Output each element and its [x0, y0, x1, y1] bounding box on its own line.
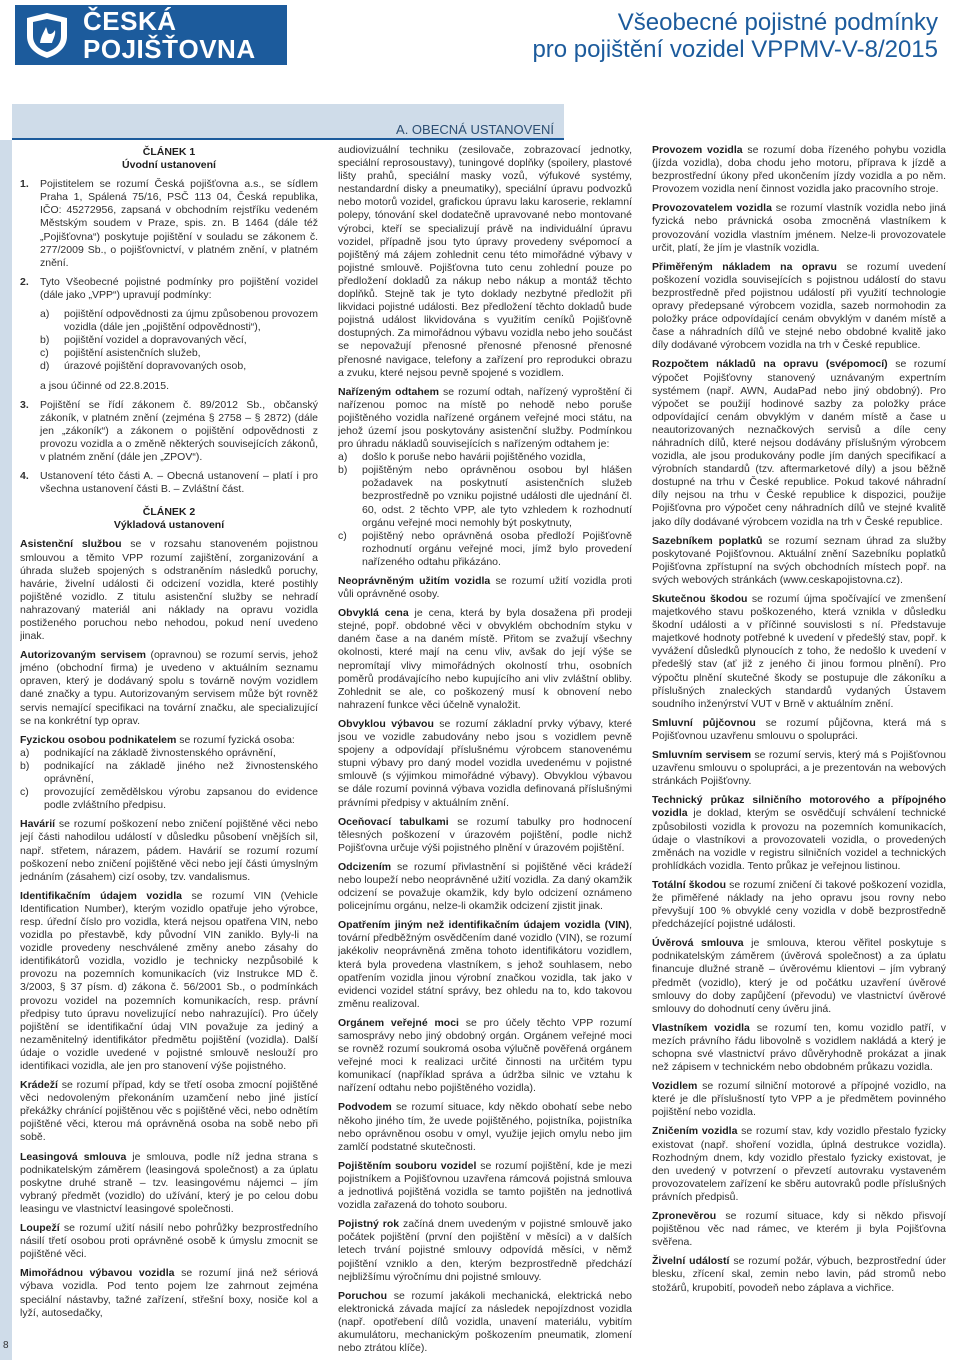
definition [338, 861, 632, 913]
definition-text: je doklad, kterým se osvědčují schválení technické způsobilosti vozidla k provozu na pozemních komunikacích, údaje o vlastníkovi a provozovateli vozidla, o provedených změnách na vozidle v registru silničních vozidel a technických prohlídkách vozidla. Tento průkaz je veřejnou listinou. [652, 807, 946, 872]
sub-item [338, 464, 632, 529]
sub-list [40, 308, 318, 373]
item-number: 4. [20, 470, 29, 483]
definition-text: se rozumí případ, kdy se třetí osoba zmocní pojištěné věci nedovoleným překonáním uzamčení nebo jiné jistící překážky chránící pojištěnou věc s pojištěné věci, nebo odnětím pojištěné věci, kterou má oprávněná osoba na sobě nebo při sobě. [20, 1079, 318, 1144]
sub-item [40, 360, 318, 373]
definition-text: je smlouva, podle níž jedna strana s podnikatelským záměrem (leasingová společnost) a za úplatu poskytne druhé straně – tzv. leasingovému nájemci – jím vybraný předmět (vozidlo) do užívání, který je po celou dobu leasingu ve vlastnictví leasingové společnosti. [20, 1150, 318, 1215]
sub-text: pojištění odpovědnosti za újmu způsobenou provozem vozidla (dále jen „pojištění odpovědnosti“), [64, 308, 318, 334]
definition-term: Poruchou [338, 1289, 387, 1302]
definition [20, 734, 318, 747]
definition [20, 890, 318, 1073]
definition [20, 649, 318, 728]
sub-item [338, 530, 632, 569]
numbered-item [20, 399, 318, 464]
definition-term: Živelní událostí [652, 1255, 730, 1268]
definition-term: Přiměřeným nákladem na opravu [652, 260, 837, 273]
definition-text: se v rozsahu stanoveném pojistnou smlouvou a těmito VPP rozumí zajištění, zorganizování a úhrada služeb spojených s odstraněním následků poruchy, havárie, živelní události či odcizení vozidla, které postihly pojištěné vozidlo. Z titulu asistenční služby se nehradí nahrazovaný materiál ani náklady na opravu vozidla postiženého poruchou nebo nehodou, pokud není uvedeno jinak. [20, 538, 318, 643]
definition-text: se rozumí jakákoli mechanická, elektrická nebo elektronická závada mající za následek nepojízdnost vozidla (např. opotřebení dílů vozidla, unavení materiálu, vybitím akumulátoru, mechanickým poškozením pneumatik, zlomení nebo ztrátou klíče). [338, 1289, 632, 1355]
effective-date: a jsou účinné od 22.8.2015. [40, 379, 170, 392]
numbered-item [20, 470, 318, 496]
section-label: A. OBECNÁ USTANOVENÍ [396, 122, 554, 137]
sub-item [40, 347, 318, 360]
definition [652, 1210, 946, 1249]
definition [338, 1017, 632, 1096]
definition [20, 1151, 318, 1216]
sub-text: pojištění vozidel a dopravovaných věcí, [64, 334, 247, 347]
section-divider [12, 138, 564, 140]
sub-text: podnikající na základě jiného než živnostenského oprávnění, [44, 759, 318, 786]
definition-term: Autorizovaným servisem [20, 649, 146, 662]
definition [652, 794, 946, 873]
definition-term: Obvyklá cena [338, 607, 409, 620]
definition-term: Orgánem veřejné moci [338, 1016, 459, 1029]
definition [652, 535, 946, 587]
definition [20, 1222, 318, 1261]
company-logo [15, 5, 287, 65]
lion-shield-icon [22, 10, 72, 60]
definition-term: Neoprávněným užitím vozidla [338, 575, 491, 587]
definition-text: se rozumí ten, komu vozidlo patří, v mezích právního řádu libovolně s vozidlem nakládá a který je schopna své vlastnictví právo důvěryhodně prokázat a jinak než zápisem v technickém nebo obdobném průkazu vozidla. [652, 1021, 946, 1074]
definition [338, 919, 632, 1011]
document-title-line1: Všeobecné pojistné podmínky [617, 9, 938, 36]
sub-letter: c) [20, 786, 29, 799]
definition-text: se rozumí situace, kdy někdo obohatí sebe nebo někoho jiného tím, že uvede pojištěného, pojistníka, pojistníka nebo oprávněnou osobu v omyl, využije jejich omylu nebo jim zamlčí podstatné skutečnosti. [338, 1101, 632, 1153]
sub-text: podnikající na základě živnostenského oprávnění, [44, 746, 276, 759]
definition-term: Zpronevěrou [652, 1210, 717, 1223]
definition [338, 1290, 632, 1355]
article-2-heading: ČLÁNEK 2 [142, 506, 196, 519]
definition-text: se rozumí užití vozidla proti vůli oprávněné osoby. [338, 575, 632, 601]
definition-term: Opatřením jiným než identifikačním údajem vozidla (VIN) [338, 919, 630, 932]
article-1-heading: ČLÁNEK 1 [142, 146, 196, 158]
definition [652, 749, 946, 788]
item-number: 1. [20, 178, 29, 191]
definition-term: Pojištěním souboru vozidel [338, 1159, 477, 1172]
sub-letter: a) [40, 308, 50, 321]
definition-text: se rozumí tabulky pro hodnocení tělesných poškození v úrazovém pojištění, podle nichž Pojišťovna určuje výši pojistného plnění v úrazovém pojištění. [338, 815, 632, 854]
definition [652, 1255, 946, 1294]
sub-item [20, 760, 318, 786]
text-column-3 [652, 144, 946, 1356]
definition [338, 607, 632, 712]
definition-term: Loupeží [20, 1222, 60, 1235]
definition-text: se rozumí doba řízeného pohybu vozidla (jízda vozidla), doba chodu jeho motoru, příprava k jízdě a bezprostřední úkony před ukončením jízdy vozidla a po něm. Provozem vozidla není činnost vozidla jako pracovního stroje. [652, 144, 946, 196]
definition-text: se rozumí půjčovna, která má s Pojišťovnou uzavřenu smlouvu o spolupráci. [652, 716, 946, 742]
definition-term: Provozem vozidla [652, 144, 743, 156]
definition-term: Asistenční službou [20, 538, 122, 551]
definition-term: Fyzickou osobou podnikatelem [20, 733, 177, 746]
sub-list [338, 451, 632, 569]
sub-text: pojištěný nebo oprávněná osoba předloží Pojišťovně rozhodnutí orgánu veřejné moci, jímž bylo provedení nařízeného odtahu přikázáno. [362, 529, 632, 568]
definition-term: Identifikačním údajem vozidla [20, 889, 182, 902]
definition [20, 1079, 318, 1144]
sub-text: provozující zemědělskou výrobu zapsanou do evidence podle zvláštního předpisu. [44, 786, 318, 812]
definition-continuation: audiovizuální techniku (zesilovače, zobrazovací jednotky, speciální reprosoustavy), tuningové doplňky (spoilery, plastové lišty prahů, speciální masky vozů, výfukové systémy, nestandardní disky a pneumatiky), speciální úpravu podvozků nebo motorů vozidel, grafickou úpravu laku karoserie, reklamní polepy, tónování skel dodatečně upravované nebo montované výrobci, kteří se specializují právě na individuální úpravu vozidel, případně jsou tyto úpravy provedeny svépomocí a pojištěný má zájem zohlednit cenu této mimořádné výbavy v pojistné smlouvě. Pojišťovna tuto cenu zohlední pouze po předložení dokladů za nákup nebo nákup a montáž těchto doplňků. Stejně tak je tyto doklady nezbytné předložit při likvidaci pojistné události. Bez předložení těchto dokladů bude pojistná událost likvidována s využitím ceníků Pojišťovně dostupných. Za mimořádnou výbavu vozidla nebo jeho součást se nepovažují přenosné přenosné přenosné přenosné přenosné navigace, telefony a zařízení pro reprodukci obrazu a zvuku, které nejsou pevně spojené s vozidlem. [338, 144, 632, 379]
definition-text: , tovární předběžným osvědčením dané vozidlo (VIN), se rozumí jakékoliv neoprávněná změna tohoto identifikátoru vozidlem, která byla provedena vlastníkem, s jehož souhlasem, nebo opatřením vozidla jinou výrobní značkou vozidla, tak jako v evidenci vozidel státní správy, bez ohledu na to, kdo takovou změnu realizoval. [338, 919, 632, 1010]
definition [338, 1160, 632, 1212]
sub-text: pojištěným nebo oprávněnou osobou byl hlášen požadavek na poskytnutí asistenčních služeb bezprostředně po vzniku pojistné události dle ujednání čl. 60, odst. 2 těchto VPP, ale tyto vzhledem k rozhodnutí orgánu veřejné moci nemohly být poskytnuty, [362, 464, 632, 529]
definition [652, 717, 946, 743]
item-text: Tyto Všeobecné pojistné podmínky pro pojištění vozidel (dále jako „VPP“) upravují podmínky: [40, 275, 318, 301]
definition [652, 202, 946, 254]
definition [652, 358, 946, 528]
definition-term: Krádeží [20, 1079, 58, 1092]
definition-text: se rozumí pojištění, kde je mezi pojistníkem a Pojišťovnou uzavřena rámcová pojistná smlouva a jednotlivá pojištěná vozidla se tamto pojištěn na jednotlivá vozidla zařazená do tohoto souboru. [338, 1159, 632, 1212]
definition-text: se rozumí výpočet Pojišťovny stanovený uznávaným expertním systémem (např. AWN, AudaPad nebo jiný obdobný). Pro výpočet se použijí hodinové sazby za položky práce odpovídající cenám obvyklým v daném místě a čase u neautorizovaných neznačkových servisů a díle ceny náhradních dílů, které nejsou dodávány příslušným výrobcem vozidla, ale jsou produkovány podle jím daných specifikací a výrobních standardů (tzv. aftermarketové díly) a jsou běžně dostupné na trhu v České republice. Pokud takové náhradní díly nejsou na trhu v České republice k dispozici, použije Pojišťovna pro výpočet ceny náhradních dílů ve stejné kvalitě jako díly dodávané výrobcem vozidla na trh v České republice. [652, 358, 946, 528]
definition [338, 1218, 632, 1283]
definition-term: Havárií [20, 818, 56, 831]
definition-text: se rozumí základní prvky výbavy, které jsou ve vozidle zabudovány nebo jsou s vozidlem pevně spojeny a odpovídají příslušnému výrobcem stanovenému stupni výbavy pro daný model vozidla uvedenému v pojistné smlouvě (s výjimkou mimořádné výbavy). Obvyklou výbavou se dále rozumí povinná výbava vozidla definovaná příslušnými právními předpisy v aktuálním znění. [338, 717, 632, 809]
definition [652, 1125, 946, 1204]
logo-text-line2: POJIŠŤOVNA [83, 34, 256, 64]
item-number: 2. [20, 275, 29, 288]
definition [338, 575, 632, 601]
definition-text: se rozumí požár, výbuch, bezprostřední úder blesku, zřícení skal, zemin nebo lavin, pád stromů nebo stožárů, krupobití, povodeň nebo záplava a vichřice. [652, 1255, 946, 1294]
definition-text: začíná dnem uvedeným v pojistné smlouvě jako počátek pojištění (první den pojištění v měsíci) a v dalších letech trvání pojistné smlouvy odpovídá měsíci, v němž pojištění vzniklo a den, kterým bezprostředně předchází nejbližšímu výročnímu dni pojistné smlouvy. [338, 1218, 632, 1283]
sub-letter: b) [40, 334, 50, 347]
definition-text: (opravnou) se rozumí servis, jehož jméno (obchodní firma) je uvedeno v aktuálním seznamu opraven, který je dodávaný spolu s továrně novým vozidlem dané značky a typu. Autorizovaným servisem může být rovněž servis nemající specifikaci na tovární značku, ale specializující se na konkrétní typ oprav. [20, 649, 318, 727]
sub-item [338, 451, 632, 464]
sub-letter: c) [338, 529, 347, 542]
sub-letter: b) [338, 464, 348, 477]
definition-term: Sazebníkem poplatků [652, 534, 763, 547]
definition-text: se rozumí servis, který má s Pojišťovnou uzavřenu smlouvu o spolupráci, a je prezentován na webových stránkách Pojišťovny. [652, 749, 946, 788]
definition-text: je smlouva, kterou věřitel poskytuje s podnikatelským záměrem (úvěrová společnost) a za úplatu financuje dlužné straně – úvěrovému klientovi – jím vybraný předmět (vozidlo), který je od počátku uzavření úvěrové smlouvy do doby zapůjčení (převodu) ve vlastnictví úvěrové smlouvy do dohodnutí ceny úvěru jiná. [652, 937, 946, 1015]
definition-text: se rozumí silniční motorové a přípojné vozidlo, na které je dle příslušností tyto VPP a je předmětem povinného pojištění nebo vozidla. [652, 1080, 946, 1119]
item-text: Ustanovení této části A. – Obecná ustanovení – platí i pro všechna ustanovení části B. – Zvláštní část. [40, 470, 318, 496]
definition-text: se rozumí seznam úhrad za služby poskytované Pojišťovnou. Aktuální znění Sazebníku poplatků Pojišťovna zpřístupní na svých obchodních místech popř. na svých webových stránkách (www.ceskapojistovna.cz). [652, 534, 946, 586]
definition-term: Podvodem [338, 1101, 392, 1114]
definition-term: Skutečnou škodou [652, 593, 748, 605]
section-banner [12, 104, 564, 140]
sub-letter: b) [20, 759, 30, 772]
sub-item [20, 786, 318, 812]
definition [652, 261, 946, 353]
definition [338, 386, 632, 451]
definition-text: se rozumí VIN (Vehicle Identification Number), kterým vozidlo opatřuje jeho výrobce, resp. úřední číslo pro vozidla, která nejsou opatřena VIN, nebo vozidla po přestavbě, kdy původní VIN zaniklo. Byly-li na vozidle provedeny neschválené změny anebo zásahy do identifikátorů vozidla, vozidlo je technicky nezpůsobilé k provozu na pozemních komunikacích (viz Instrukce MD č. 3/2003, § 37 písm. d) zákona č. 56/2001 Sb., o podmínkách provozu vozidel na pozemních komunikacích, resp. právní předpisy tuto úpravu novelizující nebo nahrazující). Pro účely pojištění se identifikační údaj VIN považuje za jediný a nezaměnitelný identifikátor předmětu pojištění (vozidla). Další údaje o vozidle uvedené v pojistné smlouvě neslouží pro identifikaci vozidla, ale jen pro stanovení výše pojistného. [20, 889, 318, 1072]
definition [652, 144, 946, 196]
definition-text: se rozumí odtah, nařízený vyproštění či nařízenou pomoc na místě po nehodě nebo poruše pojištěného vozidla nařízené orgánem veřejné moci státu, na jehož území jsou poskytovány asistenční služby. Podmínkou pro úhradu nákladů souvisejících s nařízeným odtahem je: [338, 385, 632, 451]
definition-text: se rozumí situace, kdy si někdo přisvojí pojištěnou věc nad rámec, ve kterém ji byla Pojišťovna svěřena. [652, 1210, 946, 1249]
definition-text: se rozumí fyzická osoba: [176, 733, 295, 746]
sub-text: došlo k poruše nebo havárii pojištěného vozidla, [362, 451, 586, 464]
item-text: Pojistitelem se rozumí Česká pojišťovna a.s., se sídlem Praha 1, Spálená 75/16, PSČ 113 04, Česká republika, IČO: 45272956, zapsaná v obchodním rejstříku vedeném Městským soudem v Praze, spis. zn. B 1464 (dále též „Pojišťovna“) poskytuje pojištění v souladu se zákonem č. 277/2009 Sb., o pojišťovnictví, v platném znění, v platném znění. [40, 178, 318, 269]
document-title-line2: pro pojištění vozidel VPPMV-V-8/2015 [532, 36, 938, 63]
definition-term: Odcizením [338, 860, 392, 873]
sub-text: úrazové pojištění dopravovaných osob, [64, 360, 247, 373]
item-number: 3. [20, 398, 29, 411]
article-1-title: Úvodní ustanovení [122, 159, 216, 172]
definition [338, 816, 632, 855]
definition-text: se rozumí přivlastnění si pojištěné věci krádeží nebo loupeží nebo neoprávněné užití vozidla. Za daný okamžik odcizení se považuje okamžik, kdy bylo odcizení oznámeno policejnímu orgánu, nelze-li okamžik odcizení zjistit jinak. [338, 860, 632, 913]
sub-item [40, 308, 318, 334]
definition-term: Oceňovací tabulkami [338, 815, 449, 828]
article-2-title: Výkladová ustanovení [113, 519, 225, 532]
definition-term: Totální škodou [652, 878, 727, 891]
definition-term: Provozovatelem vozidla [652, 202, 772, 215]
sub-list [20, 747, 318, 812]
definition [652, 1022, 946, 1074]
definition [652, 937, 946, 1016]
definition [652, 879, 946, 931]
definition [652, 593, 946, 711]
definition-text: se rozumí vlastník vozidla nebo jiná fyzická nebo právnická osoba zmocněná vlastníkem k provozování vozidla vlastním jménem. Nelze-li provozovatele určit, platí, že jím je vlastník vozidla. [652, 202, 946, 254]
text-column-1 [20, 144, 318, 1356]
definition [20, 1267, 318, 1319]
numbered-item [20, 276, 318, 302]
definition-term: Úvěrová smlouva [652, 937, 744, 950]
definition-term: Obvyklou výbavou [338, 717, 434, 730]
definition-term: Vozidlem [652, 1080, 698, 1093]
definition-term: Mimořádnou výbavou vozidla [20, 1267, 175, 1280]
definition-term: Smluvní půjčovnou [652, 716, 756, 729]
definition-text: se rozumí stav, kdy vozidlo přestalo fyzicky existovat (např. shoření vozidla, úplná destrukce vozidla). Rozhodným dnem, kdy vozidlo přestalo fyzicky existovat, je den uvedený v potvrzení o převzetí autovraku vystaveném provozovatelem zařízení ke sběru autovraků podle příslušných právních předpisů. [652, 1125, 946, 1203]
sub-letter: c) [40, 347, 49, 360]
sub-item [20, 747, 318, 760]
numbered-item [20, 178, 318, 270]
page-number: 8 [3, 1340, 9, 1351]
sub-item [40, 334, 318, 347]
definition-term: Nařízeným odtahem [338, 385, 439, 398]
item-text: Pojištění se řídí zákonem č. 89/2012 Sb., občanský zákoník, v platném znění (zejména § 2758 – § 2872) (dále jen „zákoník“) a zákonem o pojištění odpovědnosti z provozu vozidla a o změně některých souvisejících zákonů, v platném znění (dále jen „ZPOV“). [40, 398, 318, 463]
definition [20, 818, 318, 883]
definition-term: Leasingová smlouva [20, 1150, 127, 1163]
definition [338, 718, 632, 810]
definition-term: Rozpočtem nákladů na opravu (svépomocí) [652, 358, 888, 371]
definition-text: se pro účely těchto VPP rozumí samosprávy nebo jiný obdobný orgán. Orgánem veřejné moci se rovněž rozumí soukromá osoba výlučně pověřená orgánem veřejné moci k realizaci určité činnosti na určitém typu komunikací (například správa a údržba silnic ve vztahu k nařízení odtahu nebo pojištěného vozidla). [338, 1016, 632, 1095]
definition-text: se rozumí újma spočívající ve zmenšení majetkového stavu poškozeného, která vznikla v důsledku škodní události a v příčinné souvislosti s ní. Představuje majetkové hodnoty potřebné k uvedení v předešlý stav, popř. k vyvážení důsledků plynoucích z toho, že nedošlo k uvedení v předešlý stav (ať již z jeného či jinou formou plnění). Pro výpočtu plnění skutečné škody se postupuje dle zákoníku a příslušných znaleckých standardů vydaných Ústavem soudního inženýrství VUT v Brně v aktuálním znění. [652, 593, 946, 710]
definition-text: se rozumí uvedení poškození vozidla souvisejících s pojistnou událostí do stavu bezprostředně před pojistnou událostí při využití technologie opravy předepsané výrobcem vozidla, sazeb normohodin za položky práce odpovídající cenám obvyklým v daném místě a čase a náhradních dílů ve stejné nebo obdobné kvalitě jako díly dodávané výrobcem vozidla na trh v České republice. [652, 260, 946, 352]
logo-text-line1: ČESKÁ [83, 6, 177, 36]
definition-text: se rozumí užití násilí nebo pohrůžky bezprostředního násilí třetí osobou proti oprávněné osobě k úmyslu zmocnit se pojištěné věci. [20, 1222, 318, 1261]
definition-term: Pojistný rok [338, 1218, 400, 1231]
definition-term: Vlastníkem vozidla [652, 1021, 750, 1034]
definition [20, 538, 318, 643]
definition-term: Smluvním servisem [652, 749, 752, 762]
sub-text: pojištění asistenčních služeb, [64, 347, 201, 360]
definition-text: se rozumí jiná než sériová výbava vozidla. Pod tento pojem lze zahrnout zejména speciální nástavby, tažné zařízení, střešní boxy, nosiče kol a lyží, autosedačky, [20, 1267, 318, 1319]
definition-term: Technický průkaz silničního motorového a přípojného vozidla [652, 794, 946, 820]
page-sidebar [0, 140, 12, 1360]
definition-term: Zničením vozidla [652, 1125, 738, 1138]
sub-letter: a) [20, 746, 30, 759]
definition-text: je cena, která by byla dosažena při prodeji stejné, popř. obdobné věci v obvyklém obchodním styku v daném čase a na daném místě. Přitom se zvažují všechny okolnosti, které mají na cenu vliv, avšak do její výše se nepromítají vlivy mimořádných okolností trhu, osobních poměrů prodávajícího nebo kupujícího ani vliv zvláštní obliby. Zohlednit se ale, co poškozený musí k obnovení nebo nahrazení funkce věci účelně vynaložit. [338, 607, 632, 711]
sub-letter: d) [40, 360, 50, 373]
text-column-2 [338, 144, 632, 1356]
definition [652, 1080, 946, 1119]
definition-text: se rozumí zničení či takové poškození vozidla, že přiměřené náklady na jeho opravu jsou rovny nebo převyšují 100 % obvyklé ceny vozidla v době bezprostředně předcházející pojistné události. [652, 878, 946, 931]
definition-text: se rozumí poškození nebo zničení pojištěné věci nebo její části nahodilou událostí v důsledku působení vnějších sil, např. střetem, nárazem, pádem. Havárií se rozumí rozumí poškození nebo zničení pojištěné věci nebo její části úmyslným jednáním (zásahem) cizí osoby, tzv. vandalismus. [20, 818, 318, 883]
definition [338, 1101, 632, 1153]
sub-letter: a) [338, 451, 348, 464]
